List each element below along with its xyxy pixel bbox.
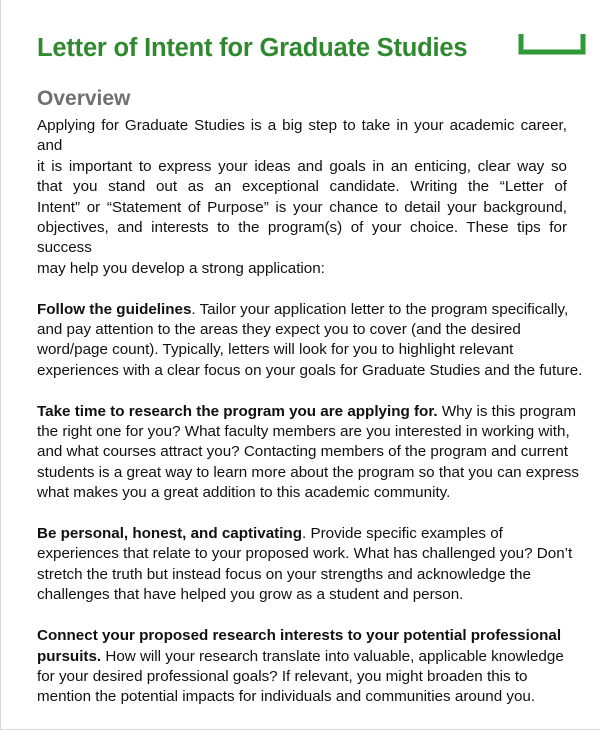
- overview-line: Intent” or “Statement of Purpose” is your chance to detail your background,: [37, 198, 567, 216]
- section-heading: Overview: [37, 87, 131, 110]
- tip-line: experiences with a clear focus on your goals for Graduate Studies and the future.: [37, 361, 583, 379]
- tip-line: experiences that relate to your proposed work. What has challenged you? Don’t: [37, 545, 573, 563]
- tip-heading-line: [37, 626, 567, 646]
- tip-line: stretch the truth but instead focus on your strengths and acknowledge the: [37, 565, 531, 583]
- tip-paragraph-personal: [37, 524, 573, 606]
- tip-line: word/page count). Typically, letters will look for you to highlight relevant: [37, 341, 514, 359]
- overview-line: Applying for Graduate Studies is a big step to take in your academic career, and: [37, 117, 567, 155]
- tip-line: mention the potential impacts for individuals and communities around you.: [37, 688, 536, 706]
- tip-line: for your desired professional goals? If relevant, you might broaden this to: [37, 667, 528, 685]
- tip-line: the right one for you? What faculty members are you interested in working with,: [37, 423, 570, 441]
- tip-first-line: [37, 402, 577, 422]
- tip-line: challenges that have helped you grow as a student and person.: [37, 586, 464, 604]
- tip-text: . Provide specific examples of: [302, 525, 503, 543]
- overview-line: objectives, and interests to the program(s) of your choice. These tips for success: [37, 219, 567, 257]
- tip-heading: Connect your proposed research interests to your potential professional: [37, 627, 562, 645]
- tip-line: students is a great way to learn more about the program so that you can express: [37, 463, 579, 481]
- document-body: [37, 116, 583, 728]
- overview-line: may help you develop a strong application:: [37, 259, 325, 277]
- overview-line: that you stand out as an exceptional candidate. Writing the “Letter of: [37, 178, 567, 196]
- tip-line: and pay attention to the areas they expect you to cover (and the desired: [37, 321, 521, 339]
- document-title: Letter of Intent for Graduate Studies: [37, 34, 468, 62]
- tip-heading: Take time to research the program you are applying for.: [37, 402, 438, 420]
- green-bracket-decoration: [518, 33, 586, 55]
- tip-text: How will your research translate into valuable, applicable knowledge: [101, 647, 564, 665]
- tip-first-line: [37, 300, 567, 320]
- tip-text: . Tailor your application letter to the program specifically,: [191, 300, 569, 318]
- tip-paragraph-research: [37, 402, 579, 504]
- tip-text: Why is this program: [437, 402, 577, 420]
- tip-line: and what courses attract you? Contacting members of the program and current: [37, 443, 568, 461]
- tip-line: what makes you a great addition to this academic community.: [37, 484, 451, 502]
- tip-paragraph-guidelines: [37, 300, 583, 382]
- page-border-left: [0, 0, 1, 730]
- tip-heading-continued: pursuits.: [37, 647, 102, 665]
- tip-paragraph-connect: [37, 626, 567, 708]
- overview-paragraph: [37, 116, 567, 279]
- tip-heading: Follow the guidelines: [37, 300, 192, 318]
- overview-line: it is important to express your ideas and goals in an enticing, clear way so: [37, 157, 567, 175]
- tip-first-line: [37, 647, 567, 667]
- tip-first-line: [37, 524, 567, 544]
- tip-heading: Be personal, honest, and captivating: [37, 525, 302, 543]
